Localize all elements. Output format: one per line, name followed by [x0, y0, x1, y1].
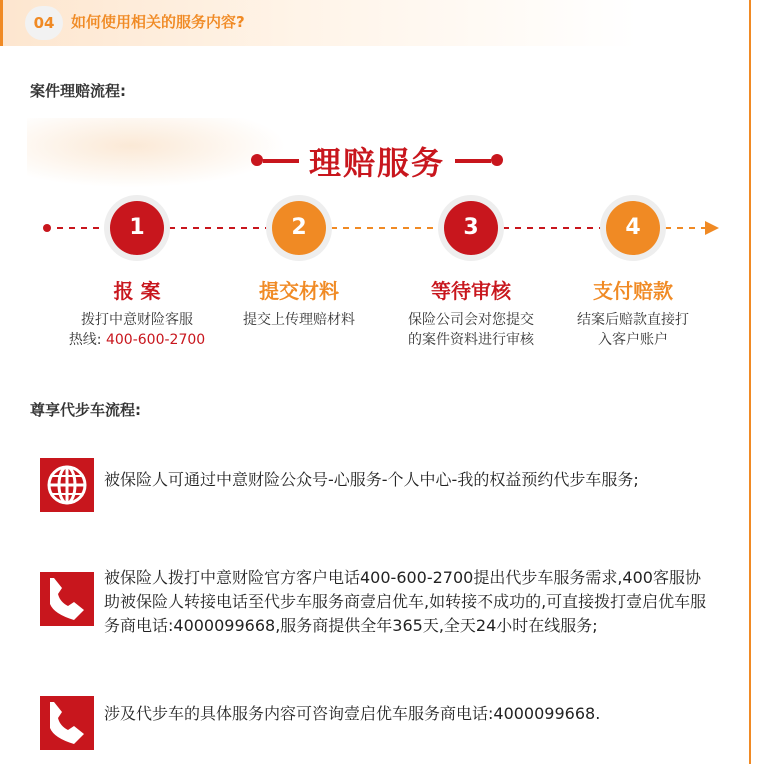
step-4-desc: [553, 310, 713, 350]
service-text-3: 涉及代步车的具体服务内容可咨询壹启优车服务商电话:4000099668.: [104, 704, 601, 723]
claim-process-label: 案件理赔流程:: [30, 82, 126, 100]
step-3-desc-line2: 的案件资料进行审核: [408, 332, 534, 348]
phone-icon: [40, 572, 94, 626]
step-2-desc: [219, 310, 379, 330]
car-service-label: 尊享代步车流程:: [30, 401, 141, 419]
step-3-title: 等待审核: [431, 279, 511, 303]
service-text-1: 被保险人可通过中意财险公众号-心服务-个人中心-我的权益预约代步车服务;: [104, 470, 639, 489]
service-item-1: [40, 458, 720, 518]
step-1-desc-line2: [57, 330, 217, 350]
section-number-badge: 04: [25, 6, 63, 40]
phone-icon: [40, 696, 94, 750]
section-title: 如何使用相关的服务内容?: [71, 13, 245, 31]
service-item-2: [40, 566, 720, 666]
globe-icon: [40, 458, 94, 512]
hotline-prefix: 热线:: [68, 332, 106, 348]
step-4-circle: 4: [606, 201, 660, 255]
step-4-desc-line2: 入客户账户: [598, 332, 668, 348]
step-1-circle: 1: [110, 201, 164, 255]
step-4-desc-line1: 结案后赔款直接打: [577, 312, 689, 328]
step-1-desc-line1: 拨打中意财险客服: [81, 312, 193, 328]
step-4-title: 支付赔款: [593, 279, 673, 303]
step-3-desc: [391, 310, 551, 350]
step-1-title: 报 案: [113, 279, 161, 303]
step-2-title: 提交材料: [259, 279, 339, 303]
hotline-number: 400-600-2700: [105, 332, 206, 348]
step-2-desc-line1: 提交上传理赔材料: [243, 312, 355, 328]
service-text-2: 被保险人拨打中意财险官方客户电话400-600-2700提出代步车服务需求,400客服协助被保险人转接电话至代步车服务商壹启优车,如转接不成功的,可直接拨打壹启优车服务商电话:4000099668,服务商提供全年365天,全天24小时在线服务;: [104, 568, 707, 635]
step-3-circle: 3: [444, 201, 498, 255]
section-header: [3, 0, 749, 46]
banner-title: 理赔服务: [308, 144, 445, 182]
frame-right-border: [749, 0, 751, 764]
step-1-desc: [57, 310, 217, 350]
step-3-desc-line1: 保险公司会对您提交: [408, 312, 534, 328]
step-2-circle: 2: [272, 201, 326, 255]
claim-service-banner: [27, 118, 727, 370]
service-item-3: [40, 696, 720, 752]
